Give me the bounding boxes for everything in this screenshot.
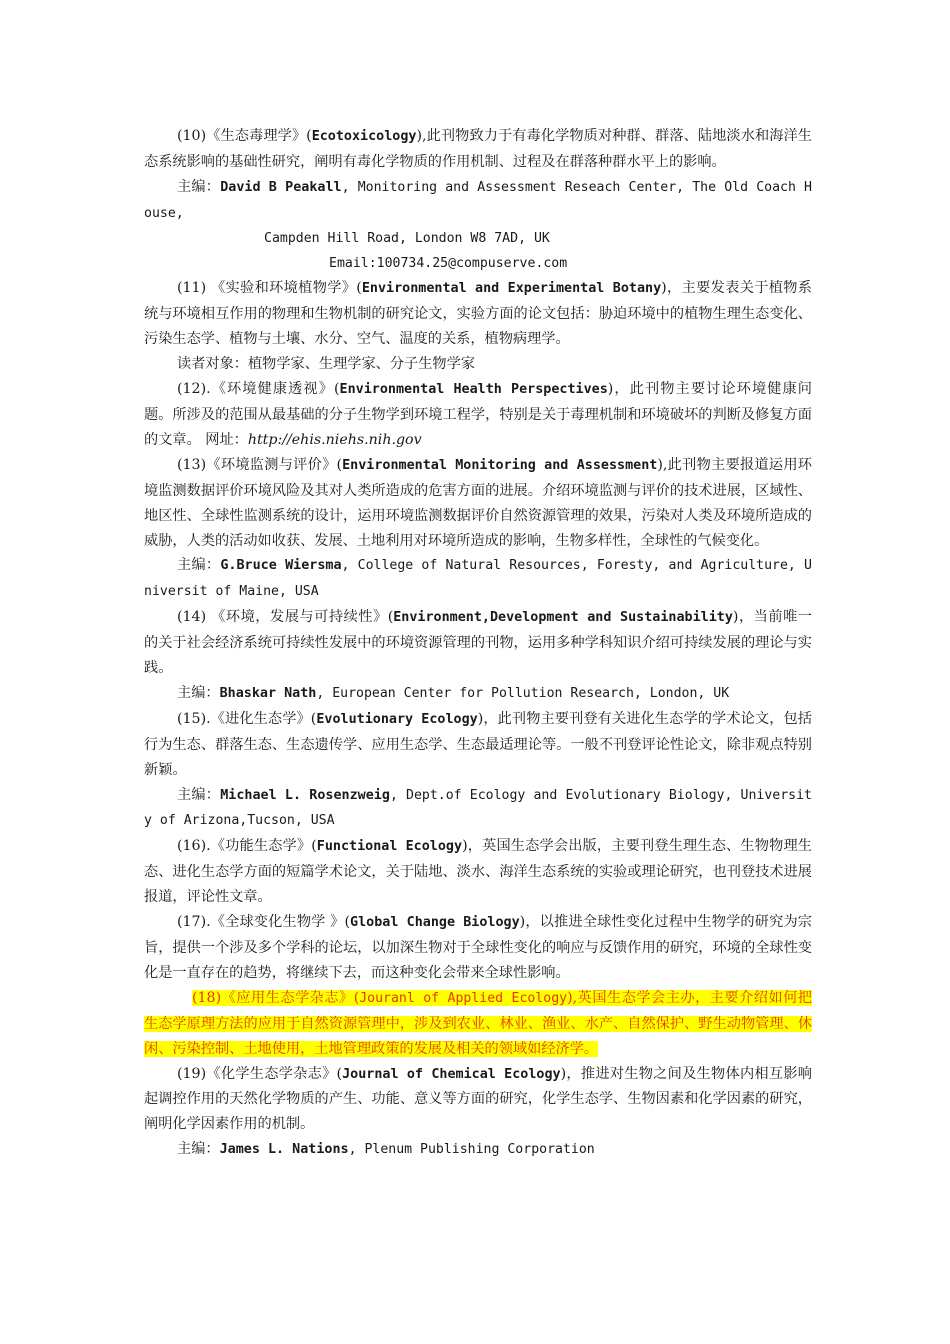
entry-10-description: ),此刊物致力于有毒化学物质对种群、群落、陆地淡水和海洋生态系统影响的基础性研究，阐明有毒化学物质的作用机制、过程及在群落种群水平上的影响。 [144,128,812,170]
entry-14-description: )，当前唯一的关于社会经济系统可持续性发展中的环境资源管理的刊物，运用多种学科知识介绍可持续发展的理论与实践。 [144,609,812,677]
editor-name: G.Bruce Wiersma [220,558,342,574]
entry-13-editor [144,553,812,605]
entry-19-description: )，推进对生物之间及生物体内相互影响起调控作用的天然化学物质的产生、功能、意义等方面的研究，化学生态学、生物因素和化学因素的研究，阐明化学因素作用的机制。 [144,1065,812,1133]
entry-13 [144,453,812,554]
entry-17-description: )，以推进全球性变化过程中生物学的研究为宗旨，提供一个涉及多个学科的论坛，以加深生物对于全球性变化的响应与反馈作用的研究，环境的全球性变化是一直存在的趋势，将继续下去，而这种变化会带来全球性影响。 [144,914,812,981]
entry-10-english-title: Ecotoxicology [311,129,417,144]
entry-15-english-title: Evolutionary Ecology [316,711,478,727]
editor-name: Michael L. Rosenzweig [220,787,390,803]
entry-16-lead: (16).《功能生态学》( [177,838,317,855]
entry-14 [144,605,812,681]
entry-11-description: )，主要发表关于植物系统与环境相互作用的物理和生物机制的研究论文，实验方面的论文包括：胁迫环境中的植物生理生态变化、污染生态学、植物与土壤、水分、空气、温度的关系，植物病理学。 [144,280,812,348]
editor-affiliation: , College of Natural Resources, Foresty, and Agriculture, Universit of Maine, USA [144,558,812,600]
editor-label: 主编： [177,178,221,195]
entry-16-english-title: Functional Ecology [316,839,463,855]
entry-18-description: ),英国生态学会主办，主要介绍如何把生态学原理方法的应用于自然资源管理中，涉及到农业、林业、渔业、水产、自然保护、野生动物管理、休闲、污染控制、土地使用，土地管理政策的发展及相关的领域如经济学。 [144,989,812,1057]
entry-11-readers: 读者对象：植物学家、生理学家、分子生物学家 [177,356,475,373]
editor-name: James L. Nations [219,1142,349,1158]
entry-11-lead: (11) 《实验和环境植物学》( [177,280,362,297]
editor-affiliation: , European Center for Pollution Research, London, UK [316,685,730,701]
entry-19-lead: (19)《化学生态学杂志》( [177,1065,343,1082]
entry-10 [144,124,812,175]
entry-15-description: )，此刊物主要刊登有关进化生态学的学术论文，包括行为生态、群落生态、生态遗传学、应用生态学、生态最适理论等。一般不刊登评论性论文，除非观点特别新颖。 [144,710,812,778]
entry-18-highlight [144,990,812,1057]
entry-13-lead: (13)《环境监测与评价》( [177,456,343,473]
entry-10-address: Campden Hill Road, London W8 7AD, UK [264,230,550,246]
entry-15 [144,707,812,783]
entry-12-lead: (12).《环境健康透视》( [177,381,340,398]
entry-11-english-title: Environmental and Experimental Botany [361,281,662,297]
entry-17-lead: (17).《全球变化生物学 》( [177,914,351,931]
entry-13-english-title: Environmental Monitoring and Assessment [342,457,658,473]
editor-name: David B Peakall [220,179,342,195]
document-page [144,124,812,1163]
entry-19-english-title: Journal of Chemical Ecology [342,1066,561,1082]
entry-10-lead: (10)《生态毒理学》( [177,128,312,144]
editor-label: 主编： [177,1141,220,1158]
editor-affiliation: , Plenum Publishing Corporation [348,1142,595,1158]
entry-12-url: http://ehis.niehs.nih.gov [247,431,422,448]
entry-11 [144,276,812,352]
entry-14-lead: (14) 《环境，发展与可持续性》( [177,609,394,626]
entry-15-editor [144,783,812,835]
entry-16 [144,834,812,910]
entry-10-email: Email:100734.25@compuserve.com [329,255,568,271]
entry-17-english-title: Global Change Biology [350,915,520,931]
entry-14-english-title: Environment,Development and Sustainability [393,610,733,626]
entry-16-description: )，英国生态学会出版，主要刊登生理生态、生物物理生态、进化生态学方面的短篇学术论文，关于陆地、淡水、海洋生态系统的实验或理论研究，也刊登技术进展报道，评论性文章。 [144,838,812,906]
entry-19 [144,1062,812,1138]
entry-18-english-title: Jouranl of Applied Ecology [359,990,568,1006]
entry-18-lead: (18)《应用生态学杂志》( [192,989,360,1006]
entry-12-english-title: Environmental Health Perspectives [339,382,608,398]
entry-13-description: ),此刊物主要报道运用环境监测数据评价环境风险及其对人类所造成的危害方面的进展。介绍环境监测与评价的技术进展，区域性、地区性、全球性监测系统的设计，运用环境监测数据评价自然资源管理的效果，污染对人类及环境所造成的威胁，人类的活动如收获、发展、土地利用对环境所造成的影响，生物多样性，全球性的气候变化。 [144,456,812,549]
entry-12 [144,377,812,453]
editor-affiliation: , Dept.of Ecology and Evolutionary Biology, University of Arizona,Tucson, USA [144,787,812,829]
entry-10-editor [144,175,812,227]
entry-15-lead: (15).《进化生态学》( [177,710,317,727]
editor-label: 主编： [177,684,220,701]
entry-19-editor [144,1137,812,1163]
entry-14-editor [144,681,812,707]
entry-17 [144,910,812,986]
editor-name: Bhaskar Nath [219,685,317,701]
editor-affiliation: , Monitoring and Assessment Reseach Center, The Old Coach House, [144,179,812,221]
entry-12-description: )，此刊物主要讨论环境健康问题。所涉及的范围从最基础的分子生物学到环境工程学，特别是关于毒理机制和环境破坏的判断及修复方面的文章。 网址： [144,381,812,448]
editor-label: 主编： [177,557,221,574]
editor-label: 主编： [177,786,221,803]
entry-18-highlighted [144,986,812,1062]
